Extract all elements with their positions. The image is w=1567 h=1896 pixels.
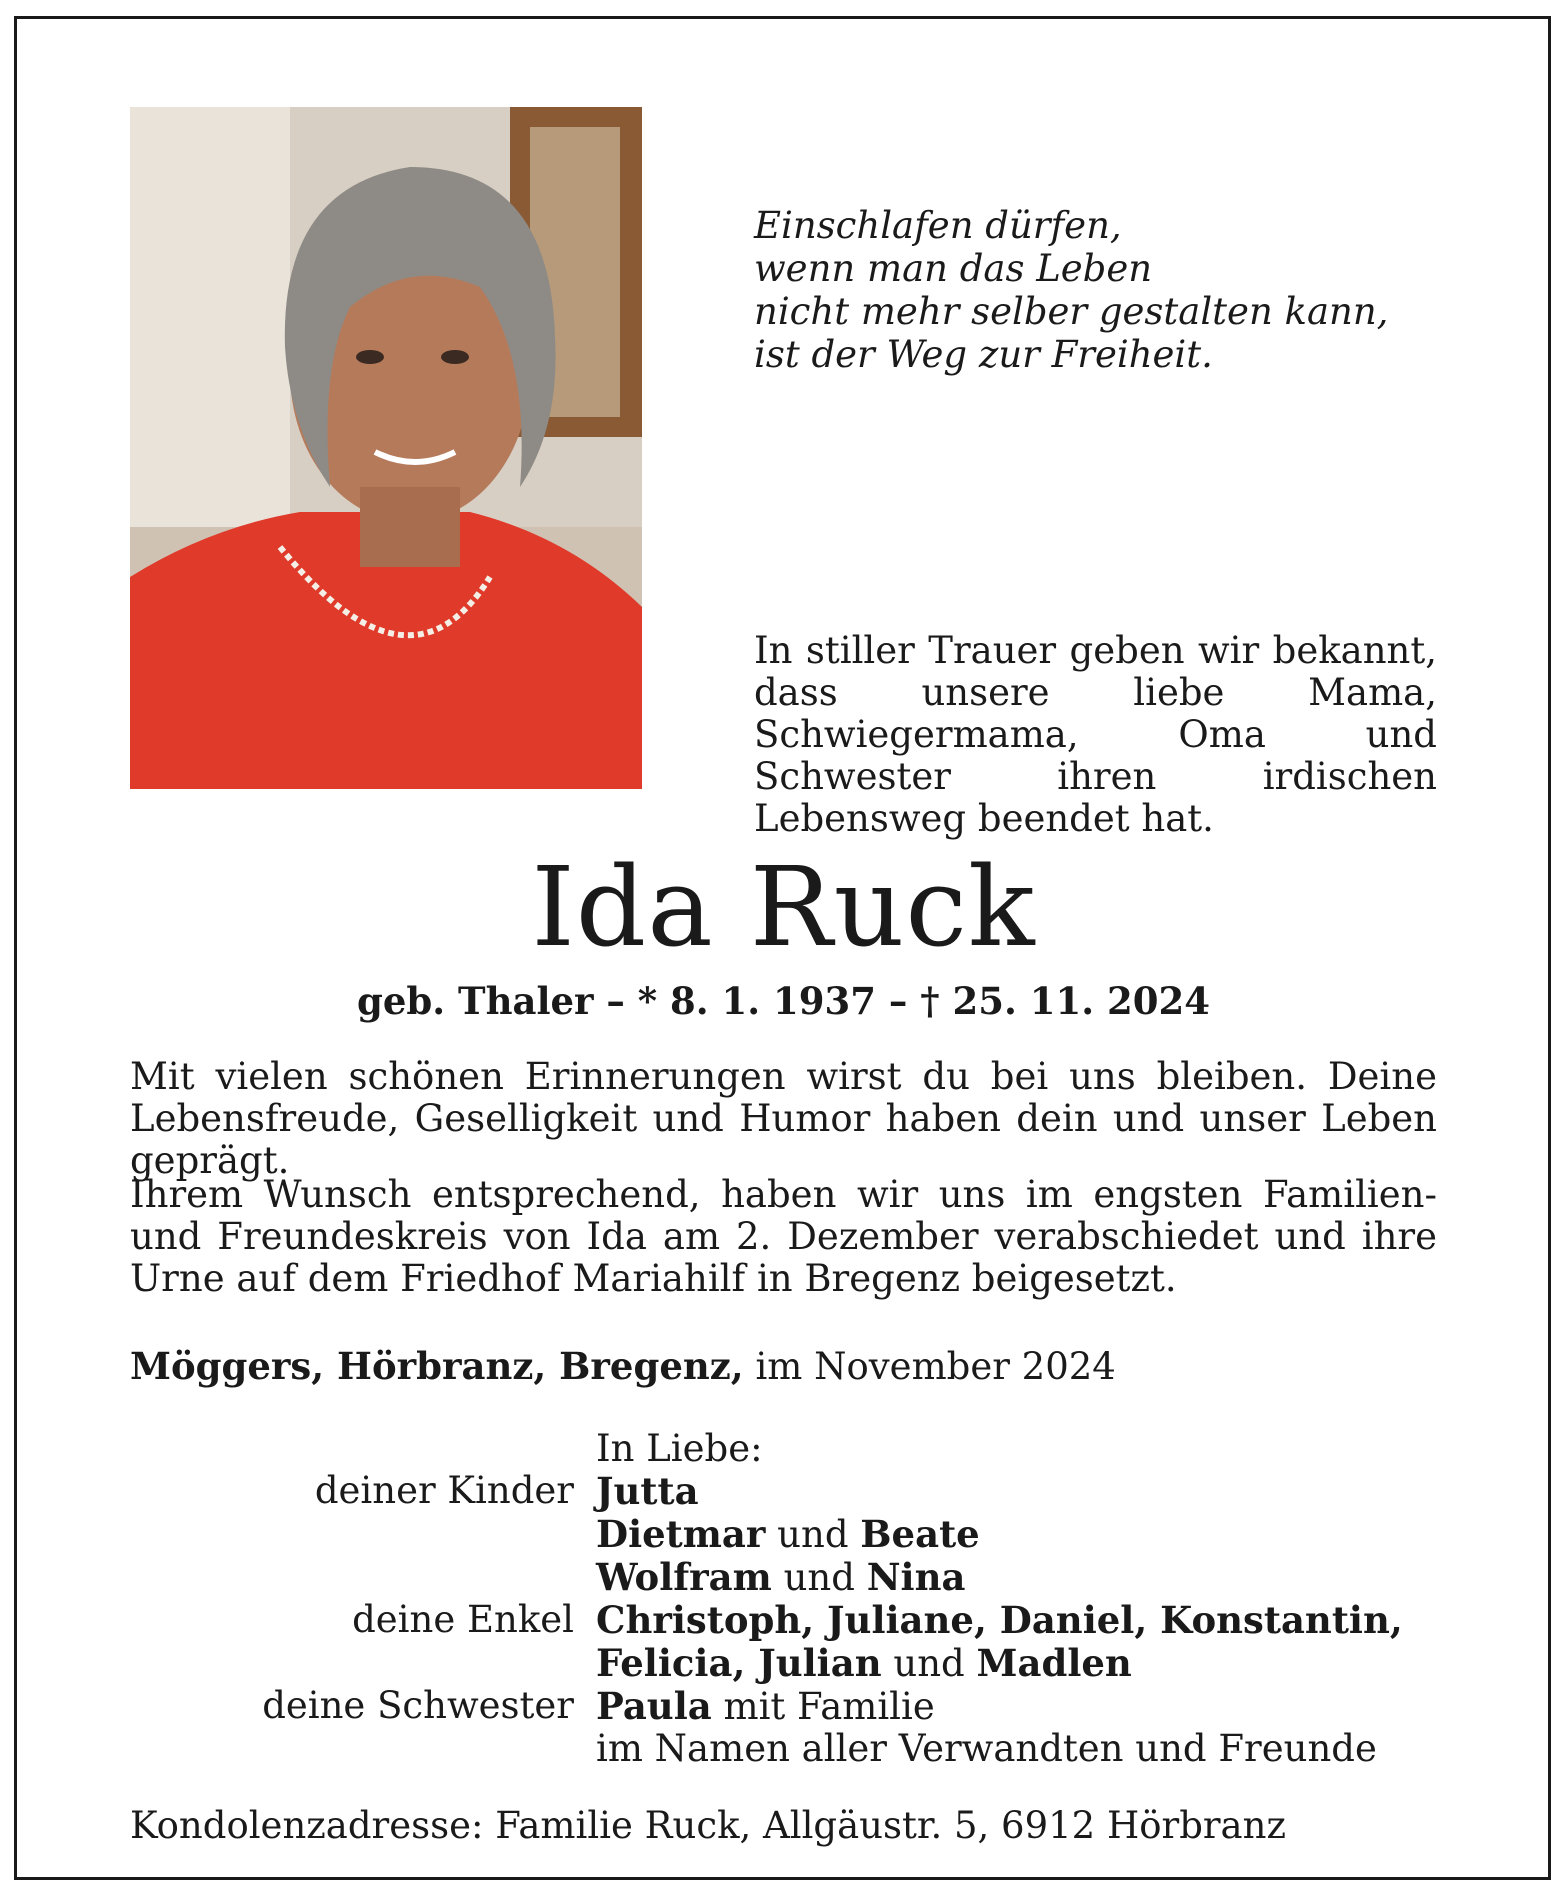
poem-line: ist der Weg zur Freiheit. [754,333,1213,376]
grandchild-name: Madlen [976,1641,1132,1685]
funeral-paragraph: Ihrem Wunsch entsprechend, haben wir uns im engsten Familien- und Freundeskreis von Ida am 2. Dezember verabschiedet und ihre Urne auf dem Friedhof Mariahilf in Bregenz beigesetzt. [130,1173,1437,1300]
poem-line: nicht mehr selber gestalten kann, [754,290,1389,333]
sister-suffix: mit Familie [723,1685,935,1728]
child-name: Dietmar [596,1512,766,1556]
condolence-address: Kondolenzadresse: Familie Ruck, Allgäustr. 5, 6912 Hörbranz [130,1804,1286,1847]
children-label: deiner Kinder [314,1469,574,1512]
announcement-text: In stiller Trauer geben wir bekannt, dass unsere liebe Mama, Schwiegermama, Oma und Schwester ihren irdischen Lebensweg beendet hat. [754,629,1437,840]
family-intro: In Liebe: [596,1427,763,1470]
portrait-photo [130,107,642,789]
sister-label: deine Schwester [262,1684,574,1727]
deceased-name: Ida Ruck [531,843,1036,971]
child-name: Wolfram [596,1555,772,1599]
memory-paragraph: Mit vielen schönen Erinnerungen wirst du bei uns bleiben. Deine Lebensfreude, Geselligkeit und Humor haben dein und unser Leben geprägt. [130,1055,1437,1182]
poem-line: Einschlafen dürfen, [754,204,1122,247]
places: Möggers, Hörbranz, Bregenz, [130,1344,744,1388]
place-date-line [130,1343,1437,1390]
poem [754,204,1474,376]
grandchildren-label: deine Enkel [352,1598,574,1641]
grandchildren-names: Felicia, Julian [596,1641,882,1685]
spouse-name: Nina [866,1555,966,1599]
poem-line: wenn man das Leben [754,247,1153,290]
family-list [130,1428,1480,1770]
birth-death-dates: geb. Thaler – * 8. 1. 1937 – † 25. 11. 2024 [356,979,1210,1023]
closing-line: im Namen aller Verwandten und Freunde [596,1727,1377,1770]
sister-name: Paula [596,1684,712,1728]
grandchildren-names: Christoph, Juliane, Daniel, Konstantin, [596,1598,1403,1642]
child-name: Jutta [596,1469,699,1513]
and-word: und [777,1513,849,1556]
and-word: und [893,1642,965,1685]
notice-date: im November 2024 [755,1345,1116,1388]
and-word: und [783,1556,855,1599]
spouse-name: Beate [860,1512,980,1556]
